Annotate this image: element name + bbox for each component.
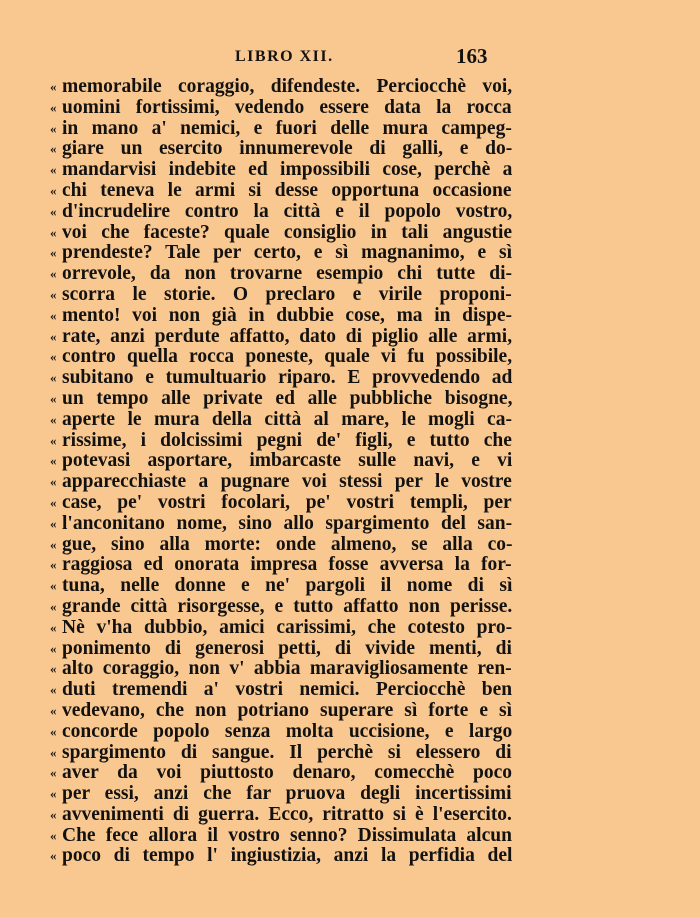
quote-mark: «	[50, 99, 57, 115]
text-line	[50, 826, 512, 847]
line-text: un tempo alle private ed alle pubbliche bisogne,	[62, 387, 513, 409]
text-line	[50, 77, 512, 98]
line-text: gue, sino alla morte: onde almeno, se alla co-	[62, 533, 513, 555]
text-line	[50, 763, 512, 784]
text-line	[50, 743, 512, 764]
quote-mark: «	[50, 432, 57, 448]
quote-mark: «	[50, 827, 57, 843]
quote-mark: «	[50, 786, 57, 802]
text-line	[50, 368, 512, 389]
text-line	[50, 535, 512, 556]
line-text: duti tremendi a' vostri nemici. Perciocchè ben	[62, 679, 513, 701]
quote-mark: «	[50, 266, 57, 282]
quote-mark: «	[50, 203, 57, 219]
text-line	[50, 243, 512, 264]
text-line	[50, 98, 512, 119]
quote-mark: «	[50, 806, 57, 822]
quote-mark: «	[50, 390, 57, 406]
quote-mark: «	[50, 474, 57, 490]
quote-mark: «	[50, 702, 57, 718]
quote-mark: «	[50, 79, 57, 94]
quote-mark: «	[50, 661, 57, 677]
line-text: memorabile coraggio, difendeste. Perciocchè voi,	[62, 76, 513, 97]
line-text: prendeste? Tale per certo, e sì magnanimo, e sì	[62, 242, 513, 264]
line-text: per essi, anzi che far pruova degli incertissimi	[62, 783, 512, 805]
chapter-title: LIBRO XII.	[235, 48, 334, 65]
quote-mark: «	[50, 286, 57, 302]
text-line	[50, 327, 512, 348]
text-line	[50, 680, 512, 701]
line-text: alto coraggio, non v' abbia maravigliosamente ren-	[62, 658, 512, 680]
line-text: potevasi asportare, imbarcaste sulle navi, e vi	[62, 450, 513, 472]
quote-mark: «	[50, 744, 57, 760]
text-line	[50, 597, 512, 618]
quote-mark: «	[50, 619, 57, 635]
quote-mark: «	[50, 182, 57, 198]
text-line	[50, 618, 512, 639]
text-line	[50, 119, 512, 140]
text-line	[50, 264, 512, 285]
text-line	[50, 389, 512, 410]
text-line	[50, 139, 512, 160]
quote-mark: «	[50, 349, 57, 365]
quote-mark: «	[50, 536, 57, 552]
text-line	[50, 805, 512, 826]
line-text: d'incrudelire contro la città e il popolo vostro,	[62, 200, 513, 222]
line-text: poco di tempo l' ingiustizia, anzi la perfidia del	[62, 845, 513, 867]
line-text: aperte le mura della città al mare, le mogli ca-	[62, 408, 512, 430]
text-line	[50, 701, 512, 722]
line-text: voi che faceste? quale consiglio in tali angustie	[62, 221, 513, 243]
quote-mark: «	[50, 245, 57, 261]
line-text: in mano a' nemici, e fuori delle mura campeg-	[62, 117, 512, 139]
text-line	[50, 846, 512, 867]
line-text: apparecchiaste a pugnare voi stessi per le vostre	[62, 471, 512, 493]
text-line	[50, 285, 512, 306]
line-text: vedevano, che non potriano superare sì forte e sì	[62, 699, 512, 721]
text-line	[50, 555, 512, 576]
line-text: subitano e tumultuario riparo. E provvedendo ad	[62, 367, 513, 389]
line-text: spargimento di sangue. Il perchè si elessero di	[62, 741, 512, 763]
text-line	[50, 493, 512, 514]
quote-mark: «	[50, 162, 57, 178]
quote-mark: «	[50, 598, 57, 614]
text-line	[50, 514, 512, 535]
text-line	[50, 722, 512, 743]
text-line	[50, 181, 512, 202]
text-line	[50, 659, 512, 680]
page-number: 163	[456, 44, 488, 68]
line-text: raggiosa ed onorata impresa fosse avversa la for-	[62, 554, 512, 576]
line-text: giare un esercito innumerevole di galli, e do-	[62, 138, 513, 160]
line-text: rissime, i dolcissimi pegni de' figli, e tutto che	[62, 429, 512, 451]
text-line	[50, 410, 512, 431]
quote-mark: «	[50, 370, 57, 386]
text-line	[50, 576, 512, 597]
quote-mark: «	[50, 765, 57, 781]
text-line	[50, 223, 512, 244]
text-line	[50, 472, 512, 493]
quote-mark: «	[50, 640, 57, 656]
line-text: ponimento di generosi petti, di vivide menti, di	[62, 637, 512, 659]
line-text: l'anconitano nome, sino allo spargimento del san-	[62, 512, 513, 534]
quote-mark: «	[50, 682, 57, 698]
text-line	[50, 431, 512, 452]
line-text: tuna, nelle donne e ne' pargoli il nome di sì	[62, 575, 513, 597]
text-line	[50, 202, 512, 223]
body-text	[50, 77, 512, 867]
text-line	[50, 784, 512, 805]
text-line	[50, 160, 512, 181]
line-text: orrevole, da non trovarne esempio chi tutte di-	[62, 263, 512, 285]
line-text: contro quella rocca poneste, quale vi fu possibile,	[62, 346, 513, 368]
line-text: chi teneva le armi si desse opportuna occasione	[62, 179, 512, 201]
line-text: mandarvisi indebite ed impossibili cose, perchè a	[62, 159, 513, 181]
quote-mark: «	[50, 328, 57, 344]
text-line	[50, 306, 512, 327]
running-head	[0, 44, 700, 74]
line-text: avvenimenti di guerra. Ecco, ritratto si è l'esercito.	[62, 803, 512, 825]
line-text: uomini fortissimi, vedendo essere data la rocca	[62, 96, 512, 118]
line-text: concorde popolo senza molta uccisione, e largo	[62, 720, 513, 742]
quote-mark: «	[50, 411, 57, 427]
text-line	[50, 347, 512, 368]
quote-mark: «	[50, 224, 57, 240]
text-line	[50, 639, 512, 660]
quote-mark: «	[50, 141, 57, 157]
quote-mark: «	[50, 453, 57, 469]
line-text: case, pe' vostri focolari, pe' vostri templi, per	[62, 491, 512, 513]
quote-mark: «	[50, 120, 57, 136]
quote-mark: «	[50, 723, 57, 739]
quote-mark: «	[50, 494, 57, 510]
line-text: grande città risorgesse, e tutto affatto non perisse.	[62, 595, 513, 617]
quote-mark: «	[50, 578, 57, 594]
line-text: rate, anzi perdute affatto, dato di piglio alle armi,	[62, 325, 513, 347]
line-text: Nè v'ha dubbio, amici carissimi, che cotesto pro-	[62, 616, 513, 638]
line-text: scorra le storie. O preclaro e virile proponi-	[62, 283, 512, 305]
line-text: mento! voi non già in dubbie cose, ma in dispe-	[62, 304, 512, 326]
quote-mark: «	[50, 557, 57, 573]
line-text: Che fece allora il vostro senno? Dissimulata alcun	[62, 824, 512, 846]
line-text: aver da voi piuttosto denaro, comecchè poco	[62, 762, 513, 784]
text-line	[50, 451, 512, 472]
quote-mark: «	[50, 515, 57, 531]
quote-mark: «	[50, 307, 57, 323]
quote-mark: «	[50, 848, 57, 864]
